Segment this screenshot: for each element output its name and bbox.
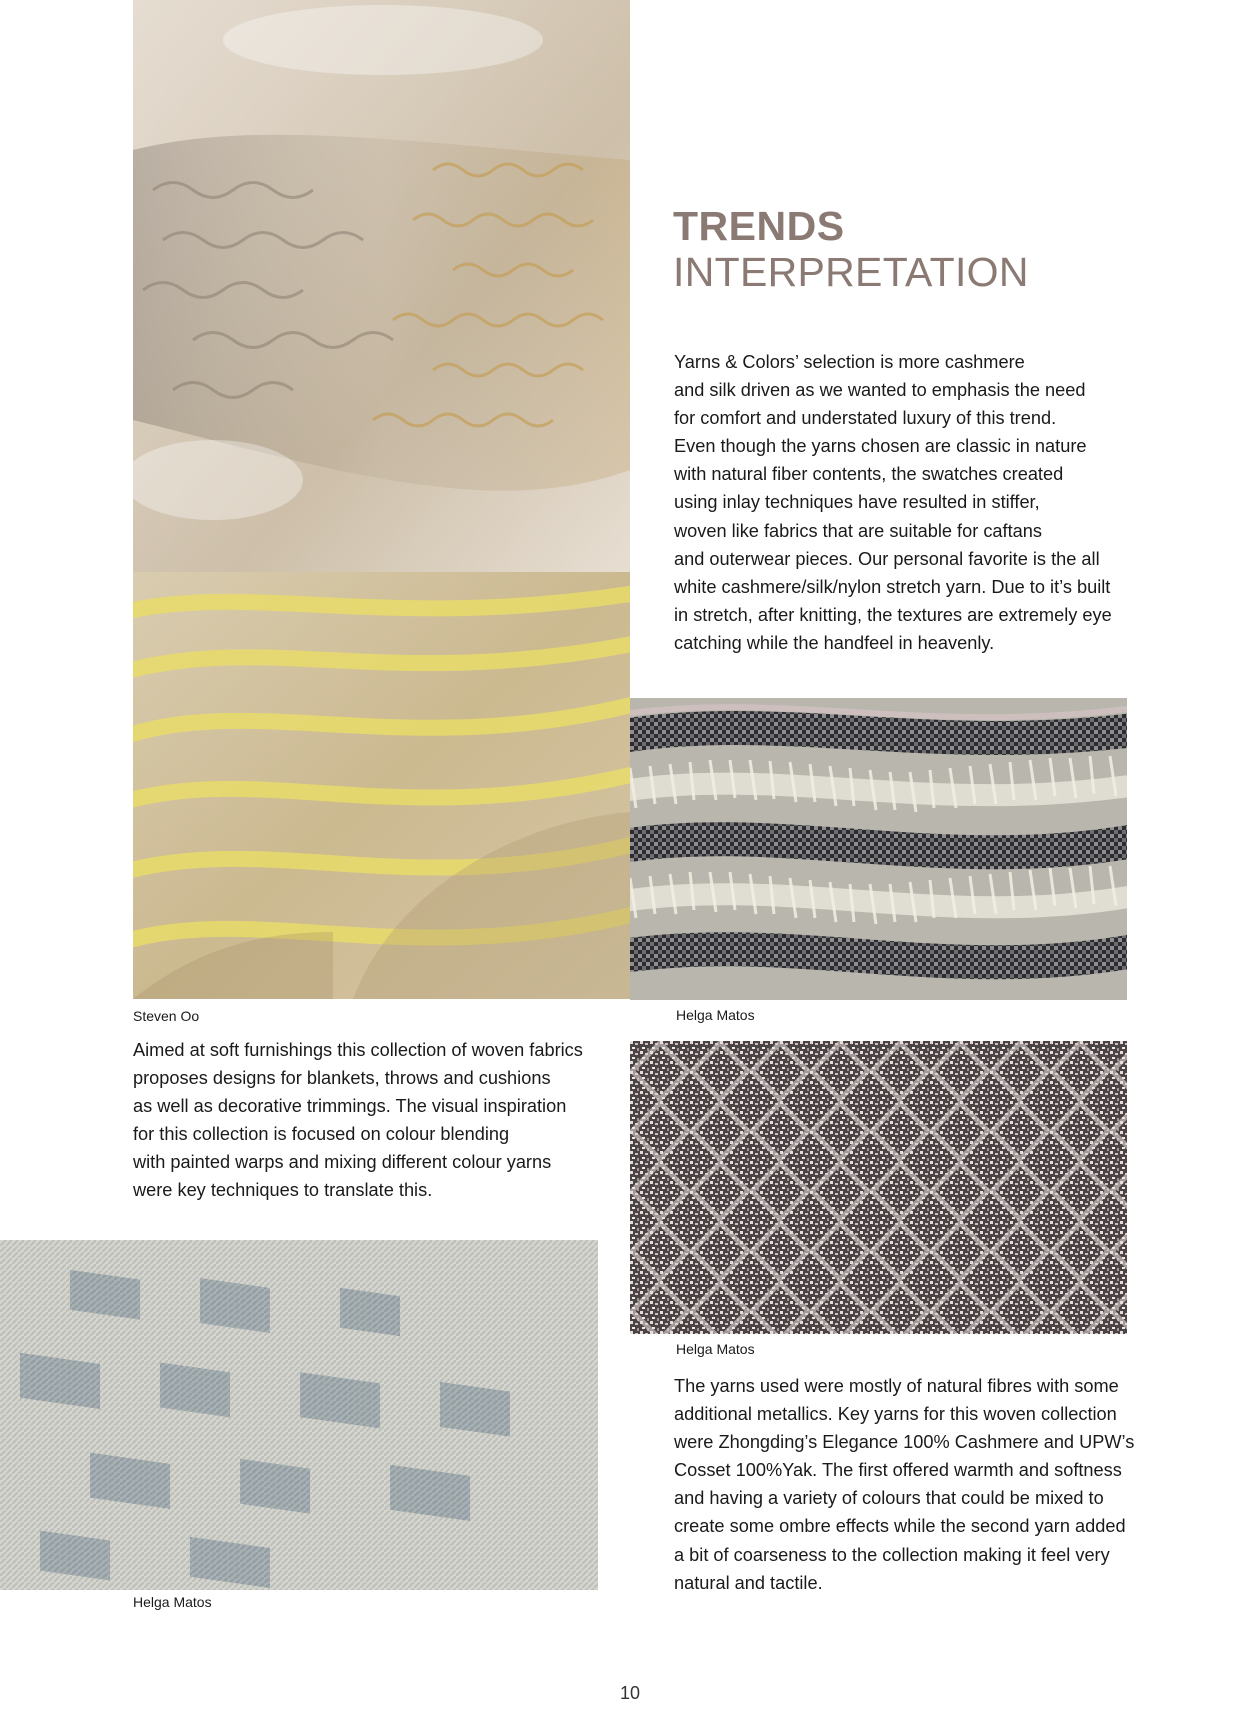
text-line: create some ombre effects while the second yarn added bbox=[674, 1516, 1126, 1537]
caption-diamond-weave: Helga Matos bbox=[676, 1341, 755, 1357]
text-line: Cosset 100%Yak. The first offered warmth and softness bbox=[674, 1460, 1122, 1481]
page-title bbox=[673, 203, 1193, 295]
text-line: with painted warps and mixing different colour yarns bbox=[133, 1152, 552, 1173]
yellow-stripe-knit-photo bbox=[133, 572, 630, 999]
text-line: using inlay techniques have resulted in stiffer, bbox=[674, 492, 1040, 513]
text-line: in stretch, after knitting, the textures are extremely eye bbox=[674, 604, 1112, 625]
text-line: a bit of coarseness to the collection making it feel very bbox=[674, 1544, 1110, 1565]
text-line: were Zhongding’s Elegance 100% Cashmere and UPW’s bbox=[674, 1432, 1135, 1453]
text-line: as well as decorative trimmings. The visual inspiration bbox=[133, 1096, 567, 1117]
check-weave-fabric-photo bbox=[0, 1240, 598, 1590]
intro-paragraph bbox=[674, 348, 1112, 657]
text-line: were key techniques to translate this. bbox=[133, 1180, 433, 1201]
text-line: natural and tactile. bbox=[674, 1572, 823, 1593]
caption-yellow-knit: Steven Oo bbox=[133, 1008, 200, 1024]
title-sub: INTERPRETATION bbox=[673, 249, 1029, 295]
fringe-weave-fabric-photo bbox=[630, 698, 1127, 1000]
text-line: and outerwear pieces. Our personal favorite is the all bbox=[674, 548, 1100, 569]
text-line: additional metallics. Key yarns for this woven collection bbox=[674, 1404, 1117, 1425]
text-line: Aimed at soft furnishings this collection of woven fabrics bbox=[133, 1040, 583, 1060]
text-line: Even though the yarns chosen are classic in nature bbox=[674, 436, 1087, 457]
caption-fringe-weave: Helga Matos bbox=[676, 1007, 755, 1023]
text-line: and having a variety of colours that could be mixed to bbox=[674, 1488, 1104, 1509]
text-line: and silk driven as we wanted to emphasis the need bbox=[674, 380, 1086, 401]
yarns-paragraph bbox=[674, 1372, 1134, 1597]
text-line: woven like fabrics that are suitable for caftans bbox=[674, 520, 1042, 541]
text-line: catching while the handfeel in heavenly. bbox=[674, 632, 995, 653]
text-line: for this collection is focused on colour blending bbox=[133, 1124, 510, 1145]
text-line: with natural fiber contents, the swatches created bbox=[674, 464, 1064, 485]
text-line: The yarns used were mostly of natural fibres with some bbox=[674, 1376, 1119, 1396]
text-line: Yarns & Colors’ selection is more cashmere bbox=[674, 352, 1025, 372]
text-line: for comfort and understated luxury of this trend. bbox=[674, 408, 1057, 429]
text-line: white cashmere/silk/nylon stretch yarn. Due to it’s built bbox=[674, 576, 1111, 597]
page-number: 10 bbox=[619, 1683, 641, 1703]
diamond-weave-fabric-photo bbox=[630, 1041, 1127, 1334]
furnishings-paragraph bbox=[133, 1036, 583, 1205]
lace-knit-fabric-photo bbox=[133, 0, 630, 572]
title-main: TRENDS bbox=[673, 203, 845, 249]
text-line: proposes designs for blankets, throws and cushions bbox=[133, 1068, 551, 1089]
caption-check-weave: Helga Matos bbox=[133, 1594, 212, 1610]
